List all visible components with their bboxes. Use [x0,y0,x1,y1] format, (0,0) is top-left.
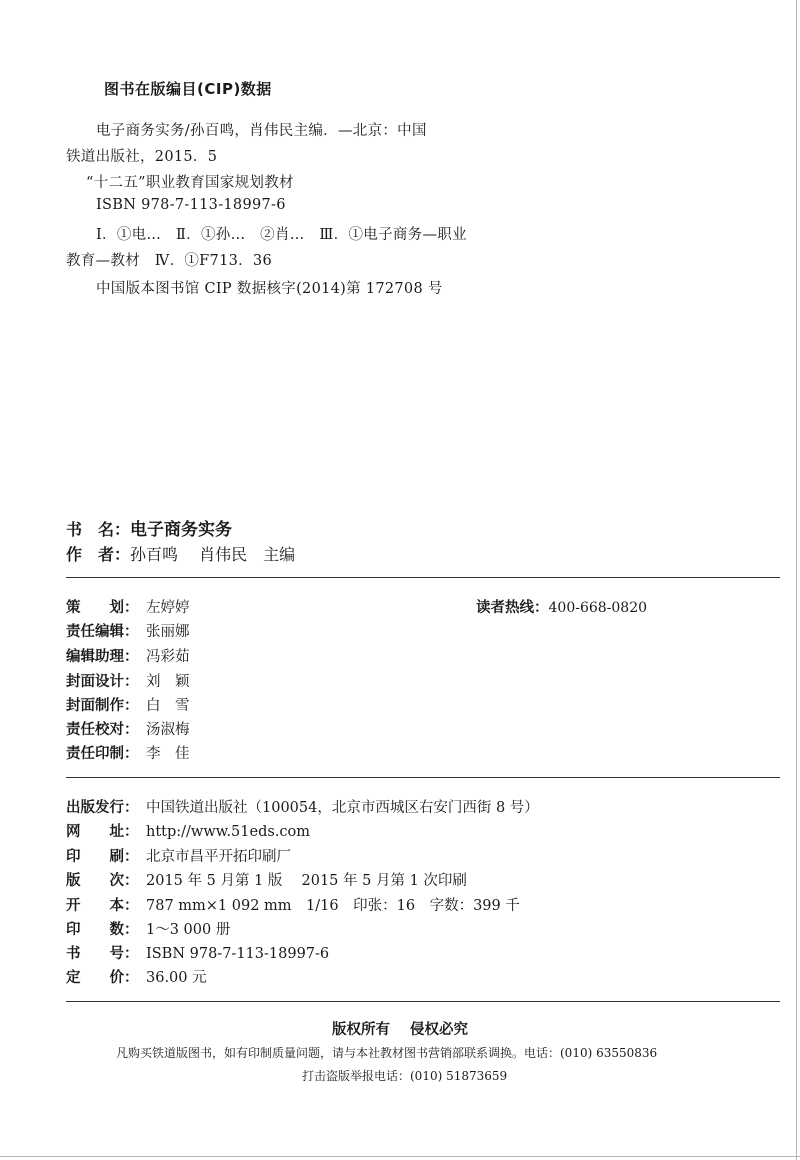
publication-value: 1～3 000 册 [146,922,231,938]
publication-row [66,918,230,940]
cip-heading: 图书在版编目(CIP)数据 [104,80,272,98]
copyright-notice [0,1018,800,1039]
hotline-number: 400-668-0820 [548,600,648,616]
publication-label: 定 价： [66,970,139,986]
book-title-label: 书 名： [66,520,131,539]
publication-value: 36.00 元 [146,970,207,986]
staff-value: 白 雪 [146,698,190,714]
staff-label: 编辑助理： [66,649,139,665]
reader-hotline [476,596,647,617]
publication-label: 书 号： [66,946,139,962]
staff-label: 策 划： [66,600,139,616]
staff-row [66,742,190,764]
rights-reserved: 版权所有 [332,1022,390,1038]
publication-row [66,796,539,818]
divider [66,577,780,578]
staff-label: 责任校对： [66,722,139,738]
staff-value: 张丽娜 [146,624,190,640]
publication-value: http://www.51eds.com [146,824,311,840]
page-edge-right [796,0,797,1160]
publication-row [66,820,310,842]
publication-value: ISBN 978-7-113-18997-6 [146,946,330,962]
staff-row [66,620,190,642]
publication-value: 2015 年 5 月第 1 版 2015 年 5 月第 1 次印刷 [146,873,467,889]
cip-line-3: “十二五”职业教育国家规划教材 [86,175,294,191]
cip-line-1: 电子商务实务/孙百鸣，肖伟民主编．—北京：中国 [96,123,427,139]
publication-row [66,894,520,916]
publication-label: 开 本： [66,898,139,914]
staff-label: 封面设计： [66,674,139,690]
publication-label: 版 次： [66,873,139,889]
staff-row [66,596,190,618]
staff-label: 封面制作： [66,698,139,714]
staff-value: 刘 颖 [146,674,190,690]
quality-notice: 凡购买铁道版图书，如有印制质量问题，请与本社教材图书营销部联系调换。电话：(010) 63550836 [116,1046,658,1060]
cip-line-5: Ⅰ．①电… Ⅱ．①孙… ②肖… Ⅲ．①电子商务—职业 [96,227,467,243]
cip-line-6: 教育—教材 Ⅳ．①F713．36 [66,253,272,269]
publication-label: 印 数： [66,922,139,938]
staff-value: 汤淑梅 [146,722,190,738]
cip-line-2: 铁道出版社，2015．5 [66,149,218,165]
staff-label: 责任印制： [66,746,139,762]
staff-row [66,670,190,692]
cip-line-7: 中国版本图书馆 CIP 数据核字(2014)第 172708 号 [96,281,443,297]
staff-row [66,645,190,667]
publication-label: 出版发行： [66,800,139,816]
book-author-label: 作 者： [66,545,131,564]
hotline-label: 读者热线： [476,600,549,616]
publication-label: 印 刷： [66,849,139,865]
divider [66,1001,780,1002]
book-authors: 孙百鸣 肖伟民 主编 [130,545,296,564]
staff-value: 李 佳 [146,746,190,762]
book-author-row [66,542,295,564]
publication-row [66,942,329,964]
staff-row [66,718,190,740]
anti-piracy-hotline: 打击盗版举报电话：(010) 51873659 [302,1069,508,1083]
publication-row [66,845,291,867]
book-title-row [66,515,232,540]
publication-value: 北京市昌平开拓印刷厂 [146,849,291,865]
book-title: 电子商务实务 [130,520,232,540]
staff-row [66,694,190,716]
publication-label: 网 址： [66,824,139,840]
publication-value: 787 mm×1 092 mm 1/16 印张：16 字数：399 千 [146,898,520,914]
divider [66,777,780,778]
staff-value: 冯彩茹 [146,649,190,665]
publication-row [66,869,467,891]
publication-value: 中国铁道出版社（100054，北京市西城区右安门西街 8 号） [146,800,539,816]
piracy-warning: 侵权必究 [410,1022,468,1038]
staff-label: 责任编辑： [66,624,139,640]
staff-value: 左婷婷 [146,600,190,616]
publication-row [66,966,207,988]
cip-line-4: ISBN 978-7-113-18997-6 [96,197,286,213]
page-edge-bottom [0,1156,800,1157]
